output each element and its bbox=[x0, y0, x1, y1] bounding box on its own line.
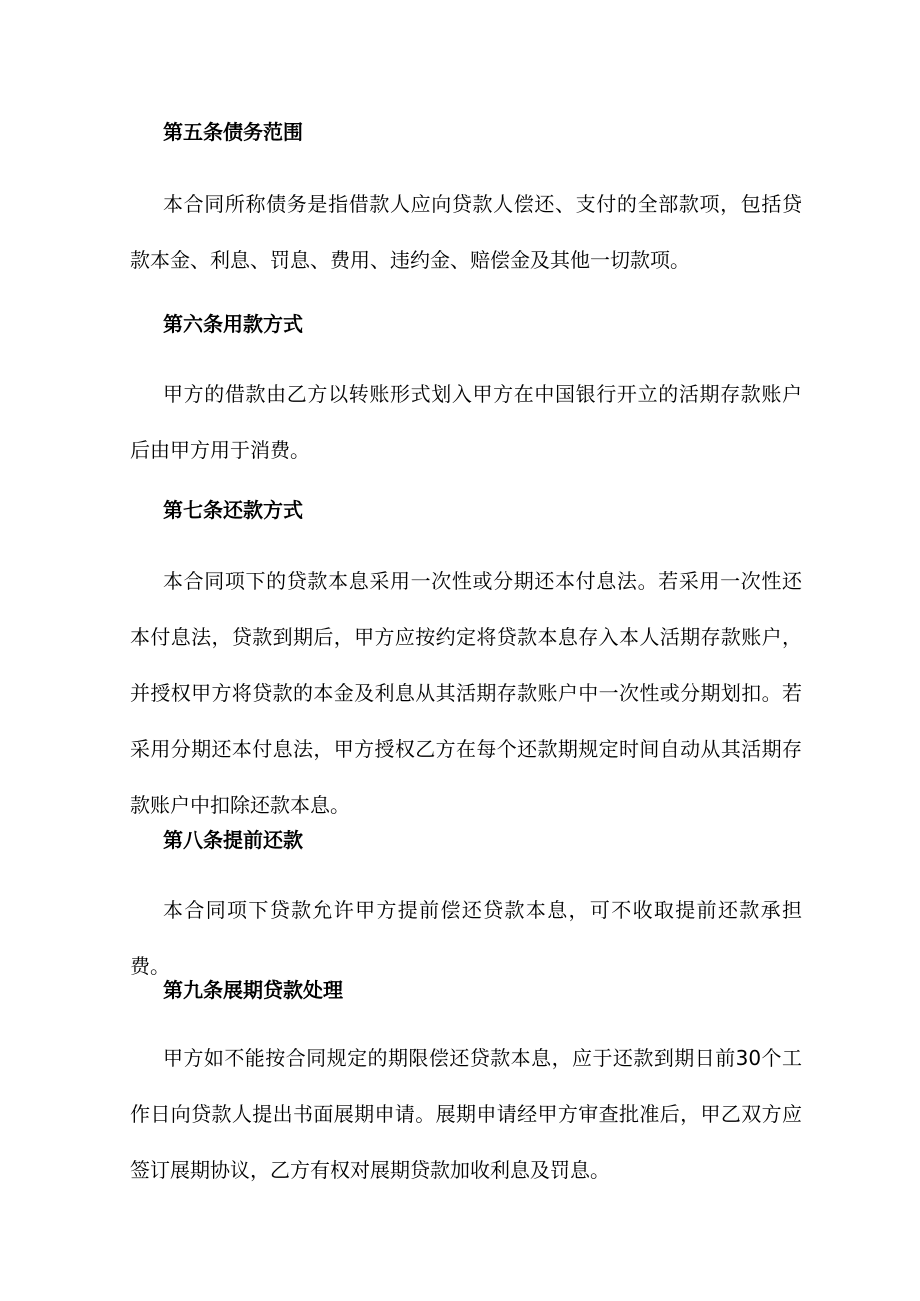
section-9-body: 甲方如不能按合同规定的期限偿还贷款本息，应于还款到期日前30个工作日向贷款人提出书面展期申请。展期申请经甲方审查批准后，甲乙双方应签订展期协议，乙方有权对展期贷款加收利息及罚息。 bbox=[130, 1046, 802, 1182]
section-5-heading: 第五条债务范围 bbox=[163, 120, 303, 144]
section-5-body: 本合同所称债务是指借款人应向贷款人偿还、支付的全部款项，包括贷款本金、利息、罚息、费用、违约金、赔偿金及其他一切款项。 bbox=[130, 192, 802, 272]
section-7-body: 本合同项下的贷款本息采用一次性或分期还本付息法。若采用一次性还本付息法，贷款到期后，甲方应按约定将贷款本息存入本人活期存款账户，并授权甲方将贷款的本金及利息从其活期存款账户中一次性或分期划扣。若采用分期还本付息法，甲方授权乙方在每个还款期规定时间自动从其活期存款账户中扣除还款本息。 bbox=[130, 569, 802, 817]
section-6-body: 甲方的借款由乙方以转账形式划入甲方在中国银行开立的活期存款账户后由甲方用于消费。 bbox=[130, 382, 802, 462]
section-6-heading: 第六条用款方式 bbox=[163, 312, 303, 336]
section-8-heading: 第八条提前还款 bbox=[163, 828, 303, 852]
section-9-heading: 第九条展期贷款处理 bbox=[163, 978, 343, 1002]
section-7-heading: 第七条还款方式 bbox=[163, 498, 303, 522]
section-8-body: 本合同项下贷款允许甲方提前偿还贷款本息，可不收取提前还款承担费。 bbox=[130, 898, 802, 978]
